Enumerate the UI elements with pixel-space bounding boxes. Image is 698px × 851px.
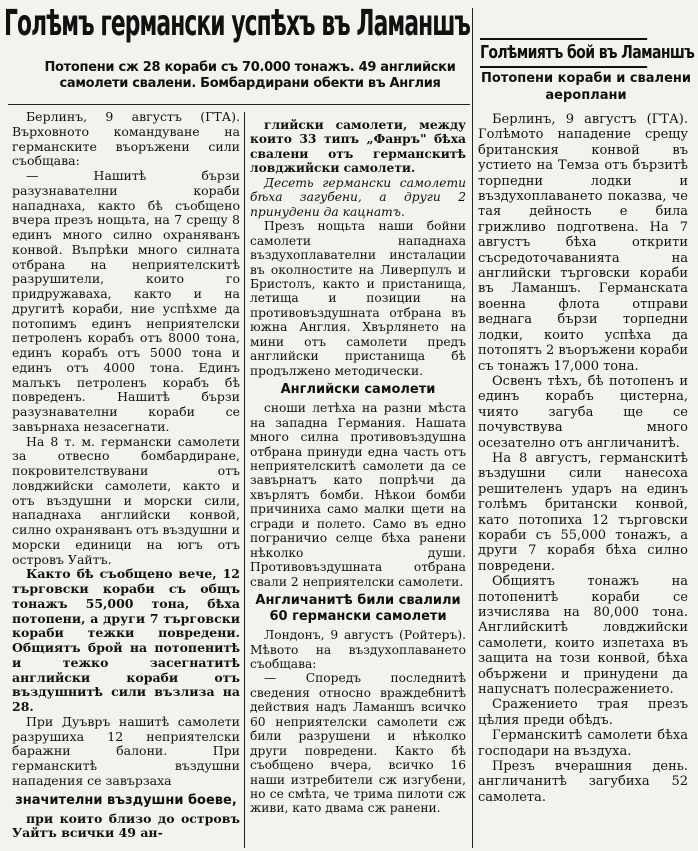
section-heading: Англичанитѣ били свалили 60 германски самолети [255, 593, 461, 625]
article-paragraph: На 8 августъ, германскитѣ въздушни сили нанесоха решителенъ ударъ на единъ голѣмъ британски конвой, като потопиха 12 търговски кораби съ 55,000 тонажъ, а други 7 корабя бѣха силно повредени. [478, 450, 688, 574]
article-paragraph: сноши летѣха на разни мѣста на западна Германия. Нашата много силна противовъздушна отбрана принуди една часть отъ неприятелскитѣ самолети да се завърнатъ като попрѣчи да хвърлятъ бомби. Нѣкои бомби причиниха само малки щети на сгради и полето. Само въ едно пограничио селце бѣха ранени нѣколко души. Противовъздушната отбрана свали 2 неприятелски самолети. [250, 401, 466, 589]
article-column-3 [478, 112, 688, 805]
article-paragraph: Презъ нощьта нaши бойни самолети нападнаха въздухоплавателни инсталации въ околностите на Ливерпулъ и Бристолъ, както и пристанища, летища и позиции на противовъздушната отбрана въ южна Англия. Хвърлянето на мини отъ самолети предъ английски пристанища бѣ продължено методически. [250, 219, 466, 378]
right-subheadline: Потопени кораби и свалени аероплани [480, 71, 691, 103]
headline-rule [8, 104, 470, 105]
article-paragraph: Десеть германски самолети бѣха загубени, а други 2 принудени да кацнатъ. [250, 175, 466, 219]
article-paragraph: Берлинъ, 9 августъ (ГТА). Голѣмото нападение срещу британския конвой въ устието на Темза отъ бързитѣ торпедни лодки и въздухоплаването показва, че тая дейность е била грижливо подготвена. На 7 августъ бѣха открити съсредоточаванията на английски търговски кораби въ Ламаншъ. Германската военна флота отправи веднага бързи торпедни лодки, които успѣха да потопятъ 2 въоръжени кораби съ тонажъ 17,000 тона. [478, 112, 689, 374]
column-rule-right [472, 8, 473, 848]
article-paragraph: Лондонъ, 9 августъ (Ройтеръ). Мѣвото на въздухоплаването съобщава: [250, 628, 466, 671]
section-heading: значителни въздушни боеве, [15, 792, 237, 808]
article-paragraph: — Споредъ последнитѣ сведения относно враждебнитѣ действия надъ Ламаншъ всичко 60 неприятелски самолети сж били разрушени и нѣколко други повредени. Както бѣ съобщено вчера, всичко 16 наши изтребители сж изгубени, но се смѣта, че трима пилоти сж живи, като двама сж ранени. [250, 671, 466, 816]
article-paragraph: Както бѣ съобщено вече, 12 търговски кораби съ общъ тонажъ 55,000 тона, бѣха потопени, а други 7 търговски кораби тежки повредени. Общиятъ брой на потопенитѣ и тежко засегнатитѣ английски кораби отъ въздушнитѣ сили възлиза на 28. [12, 566, 240, 714]
article-paragraph: Освенъ тѣхъ, бѣ потопенъ и единъ корабъ цистерна, чиято загуба ще се почувствува много осезателно отъ англичанитѣ. [478, 373, 688, 451]
article-paragraph: Общиятъ тонажъ на потопенитѣ кораби се изчислява на 80,000 тона. Английскитѣ ловджийски самолети, които изпетаха въ защита на този конвой, бѣха обържени и принудени да напуснатъ полесражението. [478, 574, 688, 698]
right-headline: Голѣмиятъ бой въ Ламаншъ [480, 38, 647, 68]
main-subheadline: Потопени сж 28 кораби съ 70.000 тонажъ. 49 английски самолети свалени. Бомбардирани обекти въ Англия [44, 60, 456, 91]
column-rule-middle [244, 112, 245, 848]
article-paragraph: глийски самолети, между които 33 типъ „Фанръ" бѣха свалени отъ германскитѣ ловджийски самолети. [250, 117, 466, 176]
article-paragraph: Берлинъ, 9 августъ (ГТА). Върховното командуване на германските въоръжени сили съобщава: [12, 109, 240, 169]
article-paragraph: при които близо до островъ Уайтъ всички 49 ан- [12, 810, 240, 841]
article-paragraph: Презъ вчерашния день. англичанитѣ загубиха 52 самолета. [478, 759, 688, 805]
article-paragraph: Германскитѣ самолети бѣха господари на въздуха. [478, 728, 688, 759]
article-column-1 [12, 110, 240, 841]
article-paragraph: Сражението трая презъ цѣлия преди обѣдъ. [478, 697, 688, 728]
main-headline: Голѣмъ германски успѣхъ въ Ламаншъ [4, 3, 471, 44]
article-paragraph: При Дуъвръ нашитѣ самолети разрушиха 12 неприятелски баражни балони. При германскитѣ въздушни нападения се завързаха [12, 713, 240, 788]
article-paragraph: На 8 т. м. германски самолети за отвесно бомбардиране, покровителствувани отъ ловджийски самолети, както и отъ въздушни и морски сили, нападнаха английски конвой, силно охраняванъ отъ въздушни и морски единици на югъ отъ островъ Уайтъ. [12, 433, 240, 567]
article-column-2 [250, 118, 466, 816]
section-heading: Английски самолети [280, 382, 436, 398]
article-paragraph: — Нашитѣ бързи разузнавателни кораби нападнаха, както бѣ съобщено вчера презъ нощьта, на 7 срещу 8 единъ много силно охраняванъ конвой. Въпрѣки много силната отбрана на неприятелскитѣ разрушители, които го придружаваха, както и на другитѣ кораби, ние успѣхме да потопимъ единъ неприятелски петроленъ корабъ отъ 8000 тона, единъ корабъ отъ 5000 тона и единъ отъ 4000 тона. Единъ малъкъ петроленъ корабъ бѣ повреденъ. Нашитѣ бързи разузнавателни кораби се завърнаха незасегнати. [12, 168, 240, 434]
